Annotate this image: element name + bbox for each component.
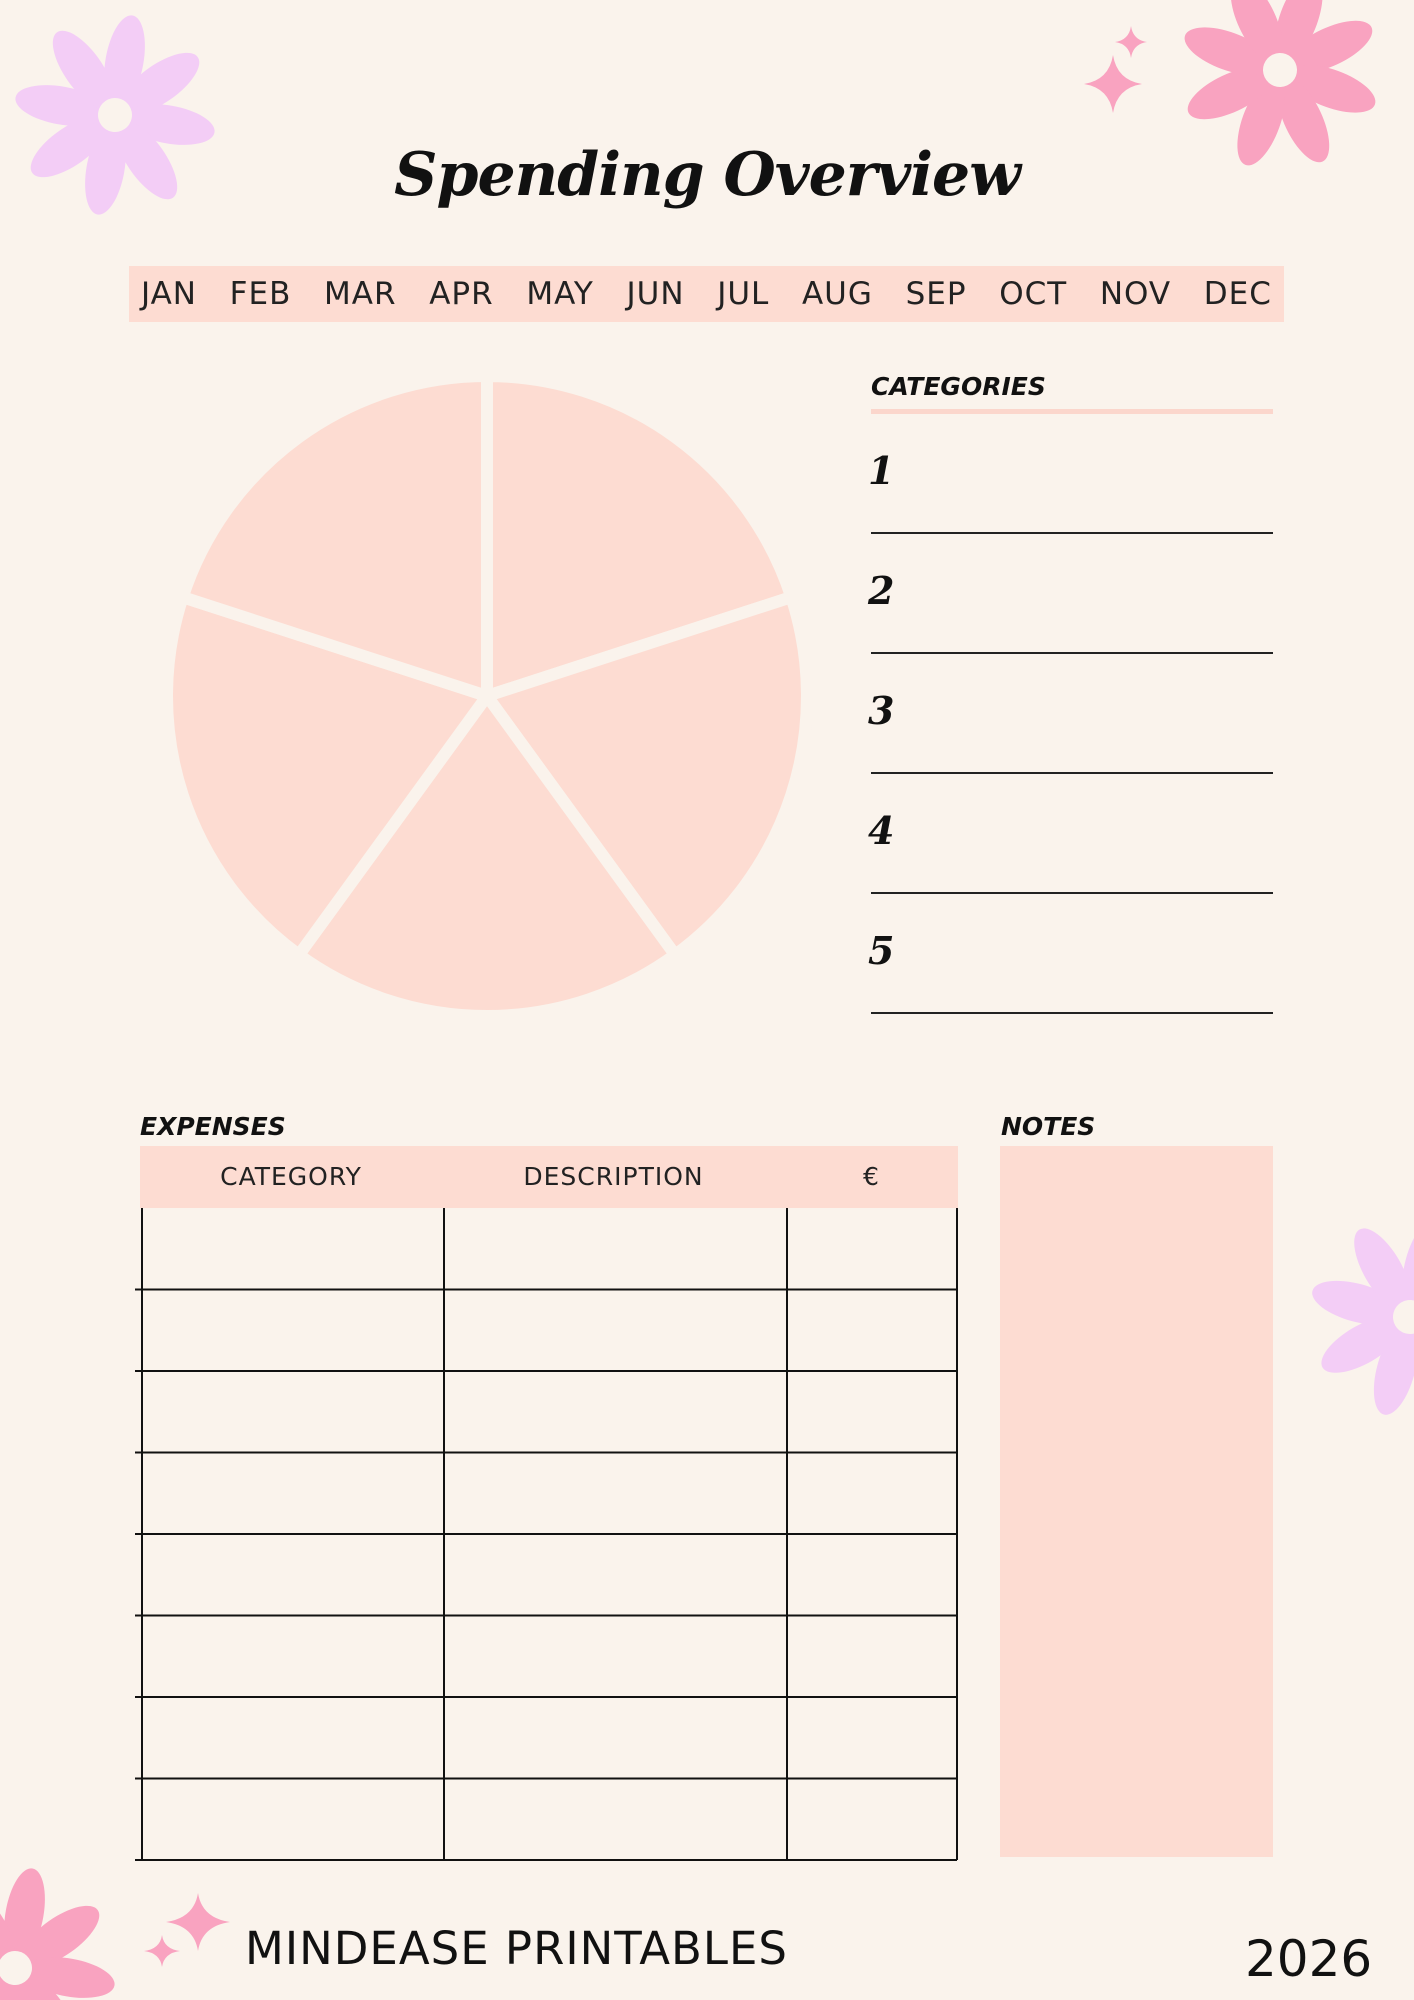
month-dec[interactable]: DEC (1203, 276, 1272, 312)
month-nov[interactable]: NOV (1099, 276, 1172, 312)
pink-flower-icon (0, 1851, 132, 2000)
expenses-table-header (140, 1146, 958, 1208)
month-jun[interactable]: JUN (626, 276, 685, 312)
month-jan[interactable]: JAN (141, 276, 197, 312)
month-jul[interactable]: JUL (717, 276, 770, 312)
brand-name: MINDEASE PRINTABLES (245, 1922, 788, 1975)
month-apr[interactable]: APR (429, 276, 494, 312)
category-line-4[interactable] (871, 892, 1273, 894)
spending-pie-chart (147, 356, 827, 1036)
category-line-1[interactable] (871, 532, 1273, 534)
categories-underline (871, 409, 1273, 414)
month-may[interactable]: MAY (526, 276, 594, 312)
page-title: Spending Overview (394, 140, 1020, 210)
sparkle-icon (166, 1893, 230, 1951)
notes-area[interactable] (1000, 1146, 1273, 1857)
lilac-flower-icon (1286, 1193, 1414, 1440)
month-selector (129, 266, 1284, 322)
expenses-table-grid (135, 1205, 965, 1865)
sparkle-icon (1084, 55, 1142, 113)
column-header-amount: € (863, 1162, 880, 1191)
category-line-2[interactable] (871, 652, 1273, 654)
sparkle-icon (144, 1935, 180, 1967)
month-sep[interactable]: SEP (905, 276, 967, 312)
month-oct[interactable]: OCT (999, 276, 1068, 312)
category-number-1: 1 (868, 448, 895, 493)
year-label: 2026 (1245, 1930, 1373, 1988)
notes-label: NOTES (1001, 1112, 1096, 1141)
expenses-label: EXPENSES (140, 1112, 286, 1141)
categories-label: CATEGORIES (871, 372, 1046, 401)
column-header-category: CATEGORY (220, 1162, 362, 1191)
month-mar[interactable]: MAR (324, 276, 397, 312)
month-aug[interactable]: AUG (801, 276, 873, 312)
category-line-5[interactable] (871, 1012, 1273, 1014)
category-number-2: 2 (868, 568, 895, 613)
sparkle-icon (1115, 26, 1147, 58)
month-feb[interactable]: FEB (229, 276, 292, 312)
category-number-4: 4 (868, 808, 895, 853)
category-line-3[interactable] (871, 772, 1273, 774)
column-header-description: DESCRIPTION (523, 1162, 704, 1191)
category-number-3: 3 (868, 688, 895, 733)
category-number-5: 5 (868, 928, 895, 973)
